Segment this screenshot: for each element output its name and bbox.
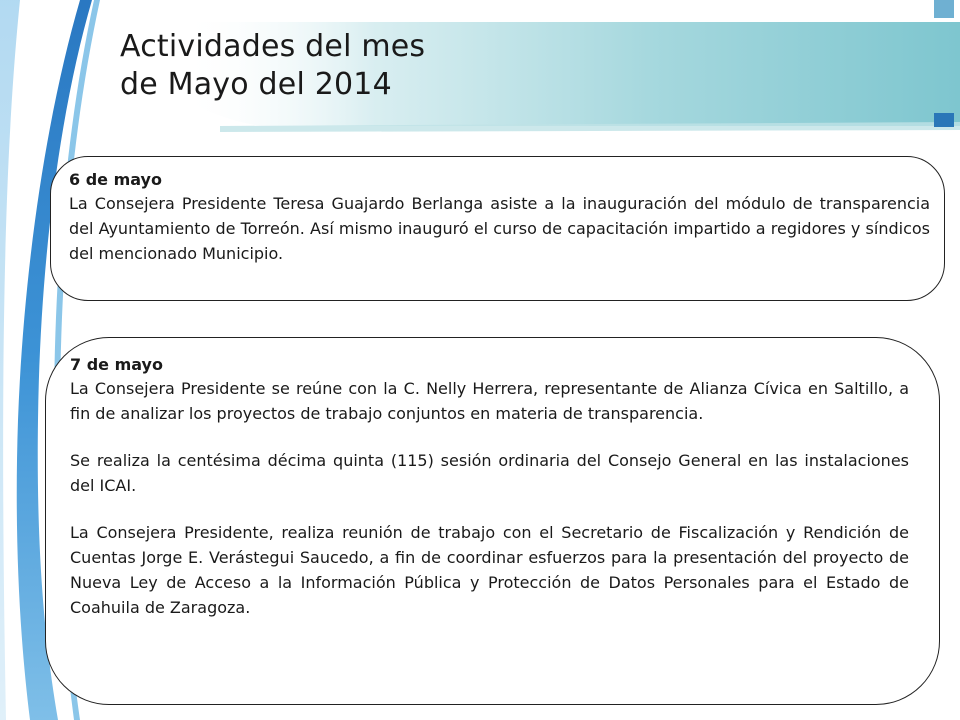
event-date: 6 de mayo [69,170,162,189]
slide-title-line-2: de Mayo del 2014 [120,67,392,102]
event-card-may-6 [50,156,945,301]
slide-title-line-1: Actividades del mes [120,29,426,64]
event-paragraph: La Consejera Presidente se reúne con la C. Nelly Herrera, representante de Alianza Cívica en Saltillo, a fin de analizar los proyectos de trabajo conjuntos en materia de transparencia. [70,379,909,423]
event-date: 7 de mayo [70,355,163,374]
event-paragraph: La Consejera Presidente, realiza reunión de trabajo con el Secretario de Fiscalización y Rendición de Cuentas Jorge E. Verástegui Saucedo, a fin de coordinar esfuerzos para la presentación del proyecto de Nueva Ley de Acceso a la Información Pública y Protección de Datos Personales para el Estado de Coahuila de Zaragoza. [70,523,909,617]
slide-title [120,28,425,104]
event-paragraph: La Consejera Presidente Teresa Guajardo Berlanga asiste a la inauguración del módulo de transparencia del Ayuntamiento de Torreón. Así mismo inauguró el curso de capacitación impartido a regidores y síndicos del mencionado Municipio. [69,194,930,263]
header-square-1 [934,0,954,18]
event-paragraph: Se realiza la centésima décima quinta (115) sesión ordinaria del Consejo General en las instalaciones del ICAI. [70,451,909,495]
event-card-may-7 [45,337,940,705]
header-square-2 [934,113,954,127]
left-swoosh-light [0,0,20,720]
